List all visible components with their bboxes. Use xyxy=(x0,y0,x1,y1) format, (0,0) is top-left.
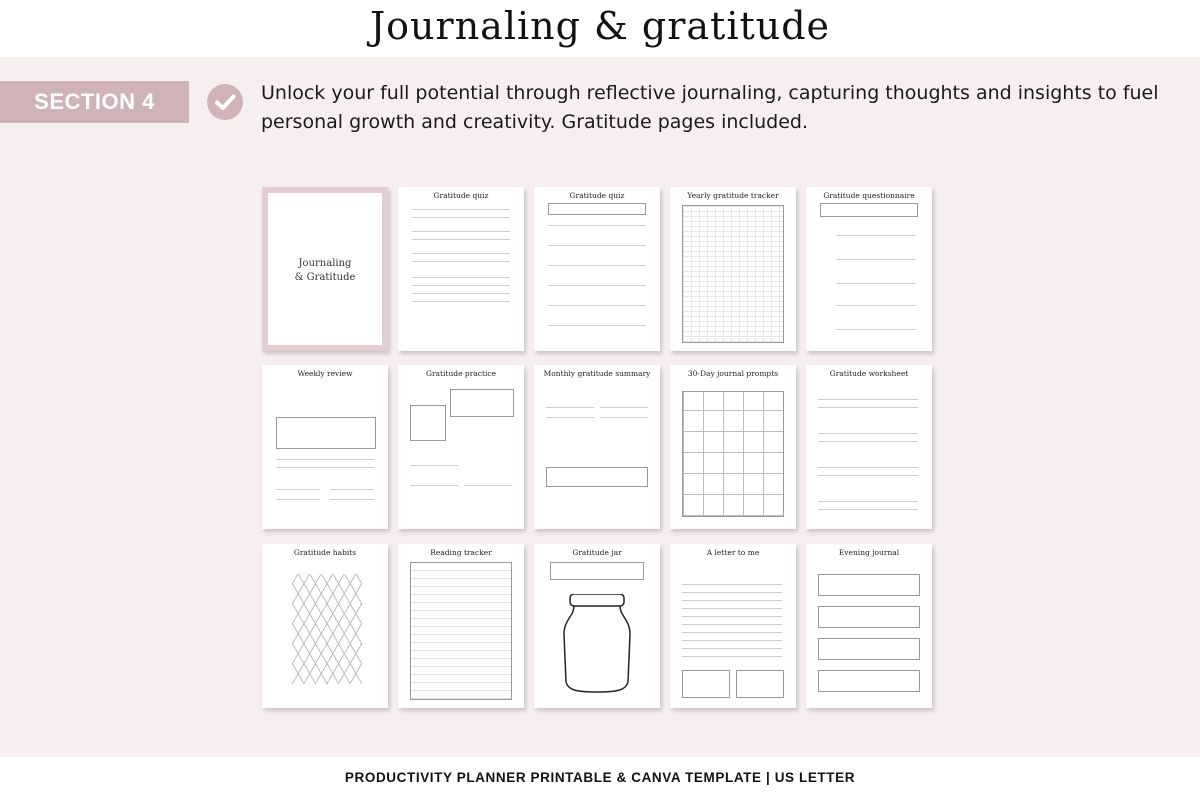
page-thumbnail-title: Gratitude quiz xyxy=(433,191,489,200)
page-thumbnail-gratitude-jar xyxy=(534,544,660,708)
page-thumbnail-title: Gratitude habits xyxy=(293,548,357,557)
page-thumbnail-questionnaire xyxy=(806,187,932,351)
page-thumbnail-title: Gratitude jar xyxy=(572,548,622,557)
page-thumbnail-monthly-summary xyxy=(534,365,660,529)
page-thumbnail-weekly-review xyxy=(262,365,388,529)
cover-title-line2: & Gratitude xyxy=(294,272,356,283)
page-thumbnail-30-day-prompts xyxy=(670,365,796,529)
page-thumbnail-gratitude-quiz-2 xyxy=(534,187,660,351)
check-circle-icon xyxy=(207,84,243,120)
page-thumbnail-letter-to-me xyxy=(670,544,796,708)
page-thumbnail-gratitude-quiz-1 xyxy=(398,187,524,351)
page-thumbnail-yearly-tracker xyxy=(670,187,796,351)
page-thumbnail-title: Evening journal xyxy=(838,548,900,557)
page-thumbnail-title: Gratitude quiz xyxy=(569,191,625,200)
page-thumbnail-title: Monthly gratitude summary xyxy=(543,369,651,378)
page-thumbnail-evening-journal xyxy=(806,544,932,708)
page-thumbnail-gratitude-worksheet xyxy=(806,365,932,529)
page-thumbnail-gratitude-practice xyxy=(398,365,524,529)
page-thumbnail-title: 30-Day journal prompts xyxy=(687,369,779,378)
page-thumbnail-title: Gratitude worksheet xyxy=(829,369,909,378)
page-title: Journaling & gratitude xyxy=(369,4,831,48)
page-thumbnail-title: Gratitude questionnaire xyxy=(823,191,915,200)
page-thumbnail-title: Gratitude practice xyxy=(425,369,497,378)
section-description: Unlock your full potential through reflective journaling, capturing thoughts and insights to fuel personal growth and creativity. Gratitude pages included. xyxy=(261,82,1159,133)
page-thumbnail-title: Yearly gratitude tracker xyxy=(687,191,779,200)
cover-title-line1: Journaling xyxy=(298,258,352,269)
page-thumbnail-reading-tracker xyxy=(398,544,524,708)
page-thumbnail-gratitude-habits xyxy=(262,544,388,708)
page-thumbnail-title: Weekly review xyxy=(297,369,353,378)
page-thumbnail-title: Reading tracker xyxy=(430,548,492,557)
section-badge: SECTION 4 xyxy=(0,81,189,123)
footer-text: PRODUCTIVITY PLANNER PRINTABLE & CANVA TEMPLATE | US LETTER xyxy=(344,770,856,785)
cover-page-thumbnail xyxy=(262,187,388,351)
page-thumbnail-title: A letter to me xyxy=(706,548,760,557)
